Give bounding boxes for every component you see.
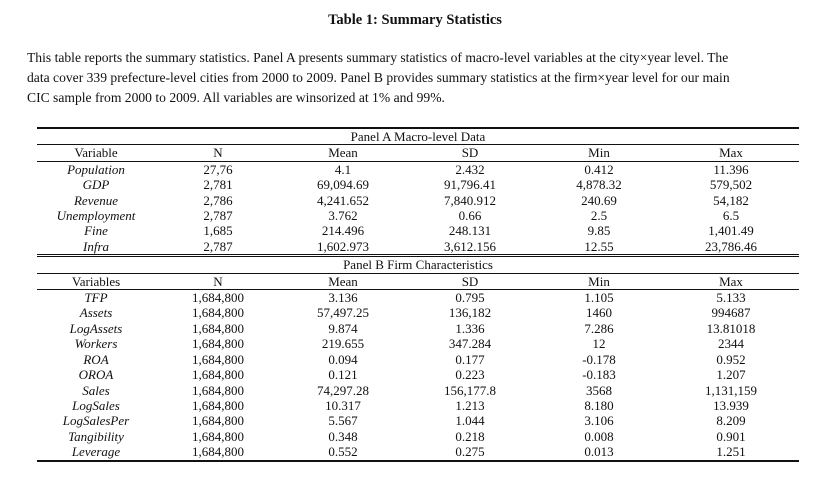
- value-cell: 27,76: [203, 161, 233, 177]
- column-header: Min: [535, 145, 663, 161]
- value-cell: 8.209: [716, 413, 746, 429]
- value-cell: 2.5: [590, 208, 608, 224]
- value-cell: 2,781: [203, 177, 233, 193]
- value-cell: 0.795: [455, 290, 485, 306]
- caption-line: This table reports the summary statistics. Panel A presents summary statistics of macro-level variables at the city×year level. The: [27, 50, 729, 65]
- value-cell: 0.901: [716, 428, 746, 444]
- value-cell: 3.762: [328, 208, 358, 224]
- value-cell: 0.008: [584, 428, 614, 444]
- panel-a-body: [37, 128, 799, 256]
- value-cell: 136,182: [448, 305, 492, 321]
- value-cell: 1,685: [203, 223, 233, 239]
- table-row: [37, 383, 799, 398]
- value-cell: 1.336: [455, 320, 485, 336]
- caption-line: CIC sample from 2000 to 2009. All variables are winsorized at 1% and 99%.: [27, 90, 445, 105]
- value-cell: 4,241.652: [317, 192, 369, 208]
- column-header: N: [155, 145, 281, 161]
- column-header: Variable: [37, 145, 155, 161]
- value-cell: 0.094: [328, 351, 358, 367]
- value-cell: 0.218: [455, 428, 485, 444]
- value-cell: 1,684,800: [192, 382, 244, 398]
- panel-b-column-header-row: [37, 273, 799, 289]
- column-header: Mean: [281, 145, 405, 161]
- variable-name-cell: Workers: [74, 336, 118, 352]
- value-cell: 2.432: [455, 161, 485, 177]
- value-cell: 0.223: [455, 367, 485, 383]
- variable-name-cell: TFP: [84, 290, 108, 306]
- variable-name-cell: GDP: [82, 177, 110, 193]
- value-cell: 4,878.32: [576, 177, 622, 193]
- value-cell: 3.136: [328, 290, 358, 306]
- value-cell: 13.939: [713, 397, 749, 413]
- table-row: [37, 161, 799, 177]
- value-cell: 9.85: [587, 223, 611, 239]
- value-cell: 1.213: [455, 397, 485, 413]
- value-cell: 0.013: [535, 444, 663, 460]
- value-cell: 1,131,159: [705, 382, 757, 398]
- column-header: Mean: [281, 273, 405, 289]
- variable-name-cell: LogAssets: [69, 320, 123, 336]
- table-row: [37, 336, 799, 351]
- value-cell: 156,177.8: [444, 382, 496, 398]
- value-cell: 5.133: [716, 290, 746, 306]
- table-row: [37, 290, 799, 306]
- value-cell: -0.178: [582, 351, 616, 367]
- value-cell: 11.396: [713, 161, 749, 177]
- value-cell: 9.874: [328, 320, 358, 336]
- value-cell: 214.496: [321, 223, 365, 239]
- value-cell: 1,684,800: [192, 367, 244, 383]
- value-cell: 994687: [711, 305, 751, 321]
- value-cell: 1,684,800: [192, 413, 244, 429]
- table-row: [37, 444, 799, 460]
- value-cell: 23,786.46: [705, 238, 757, 254]
- value-cell: 7.286: [584, 320, 614, 336]
- value-cell: 2,786: [203, 192, 233, 208]
- panel-a-heading-row: [37, 129, 799, 145]
- value-cell: 8.180: [584, 397, 614, 413]
- value-cell: -0.183: [582, 367, 616, 383]
- table-row: [37, 352, 799, 367]
- table-title: Table 1: Summary Statistics: [328, 12, 502, 28]
- value-cell: 54,182: [713, 192, 749, 208]
- column-header: SD: [405, 273, 535, 289]
- panel-b-body: [37, 256, 799, 461]
- variable-name-cell: Assets: [79, 305, 113, 321]
- table-row: [37, 193, 799, 208]
- value-cell: 1,684,800: [192, 305, 244, 321]
- value-cell: 91,796.41: [444, 177, 496, 193]
- value-cell: 1,684,800: [192, 320, 244, 336]
- variable-name-cell: Leverage: [37, 444, 155, 460]
- value-cell: 1.044: [455, 413, 485, 429]
- value-cell: 3,612.156: [444, 238, 496, 254]
- variable-name-cell: ROA: [83, 351, 109, 367]
- value-cell: 6.5: [722, 208, 740, 224]
- value-cell: 7,840.912: [444, 192, 496, 208]
- value-cell: 1,684,800: [192, 351, 244, 367]
- table-row: [37, 413, 799, 428]
- variable-name-cell: Fine: [84, 223, 108, 239]
- value-cell: 74,297.28: [317, 382, 369, 398]
- variable-name-cell: Population: [67, 161, 125, 177]
- table-caption: [27, 48, 799, 108]
- panel-a-column-header-row: [37, 145, 799, 161]
- variable-name-cell: OROA: [78, 367, 114, 383]
- value-cell: 2,787: [203, 208, 233, 224]
- value-cell: 1,684,800: [155, 444, 281, 460]
- column-header: Variables: [37, 273, 155, 289]
- value-cell: 3568: [586, 382, 612, 398]
- panel-b-heading-row: [37, 256, 799, 273]
- value-cell: 1,401.49: [708, 223, 754, 239]
- value-cell: 57,497.25: [317, 305, 369, 321]
- value-cell: 347.284: [448, 336, 492, 352]
- column-header: SD: [405, 145, 535, 161]
- column-header: Min: [535, 273, 663, 289]
- value-cell: 10.317: [325, 397, 361, 413]
- panel-a-heading: Panel A Macro-level Data: [37, 129, 799, 145]
- value-cell: 1,684,800: [192, 397, 244, 413]
- value-cell: 0.412: [584, 161, 614, 177]
- value-cell: 0.66: [458, 208, 482, 224]
- variable-name-cell: Infra: [83, 238, 109, 254]
- variable-name-cell: Revenue: [73, 192, 119, 208]
- value-cell: 4.1: [334, 161, 352, 177]
- value-cell: 579,502: [709, 177, 753, 193]
- table-row: [37, 321, 799, 336]
- value-cell: 240.69: [581, 192, 617, 208]
- table-row: [37, 239, 799, 256]
- value-cell: 1.207: [716, 367, 746, 383]
- caption-line: data cover 339 prefecture-level cities from 2000 to 2009. Panel B provides summary statistics at the firm×year level for our main: [27, 70, 730, 85]
- value-cell: 1.251: [663, 444, 799, 460]
- column-header: Max: [663, 145, 799, 161]
- variable-name-cell: Tangibility: [68, 428, 124, 444]
- value-cell: 13.81018: [706, 320, 756, 336]
- value-cell: 0.952: [716, 351, 746, 367]
- value-cell: 0.348: [328, 428, 358, 444]
- value-cell: 5.567: [328, 413, 358, 429]
- table-row: [37, 367, 799, 382]
- table-row: [37, 429, 799, 444]
- column-header: N: [155, 273, 281, 289]
- table-row: [37, 223, 799, 238]
- value-cell: 0.121: [328, 367, 358, 383]
- value-cell: 12: [592, 336, 606, 352]
- value-cell: 3.106: [584, 413, 614, 429]
- column-header: Max: [663, 273, 799, 289]
- value-cell: 1,602.973: [317, 238, 369, 254]
- variable-name-cell: LogSales: [72, 397, 120, 413]
- value-cell: 0.275: [405, 444, 535, 460]
- value-cell: 219.655: [321, 336, 365, 352]
- table-row: [37, 177, 799, 192]
- value-cell: 1,684,800: [192, 290, 244, 306]
- value-cell: 12.55: [584, 238, 614, 254]
- value-cell: 2,787: [203, 238, 233, 254]
- value-cell: 248.131: [448, 223, 492, 239]
- variable-name-cell: Unemployment: [56, 208, 136, 224]
- value-cell: 2344: [718, 336, 744, 352]
- value-cell: 0.552: [281, 444, 405, 460]
- variable-name-cell: LogSalesPer: [62, 413, 130, 429]
- value-cell: 1460: [586, 305, 612, 321]
- table-row: [37, 305, 799, 320]
- value-cell: 0.177: [455, 351, 485, 367]
- table-row: [37, 208, 799, 223]
- summary-statistics-table: [37, 127, 799, 462]
- value-cell: 1,684,800: [192, 428, 244, 444]
- panel-b-heading: Panel B Firm Characteristics: [37, 256, 799, 273]
- value-cell: 1,684,800: [192, 336, 244, 352]
- value-cell: 69,094.69: [317, 177, 369, 193]
- variable-name-cell: Sales: [82, 382, 110, 398]
- value-cell: 1.105: [584, 290, 614, 306]
- table-row: [37, 398, 799, 413]
